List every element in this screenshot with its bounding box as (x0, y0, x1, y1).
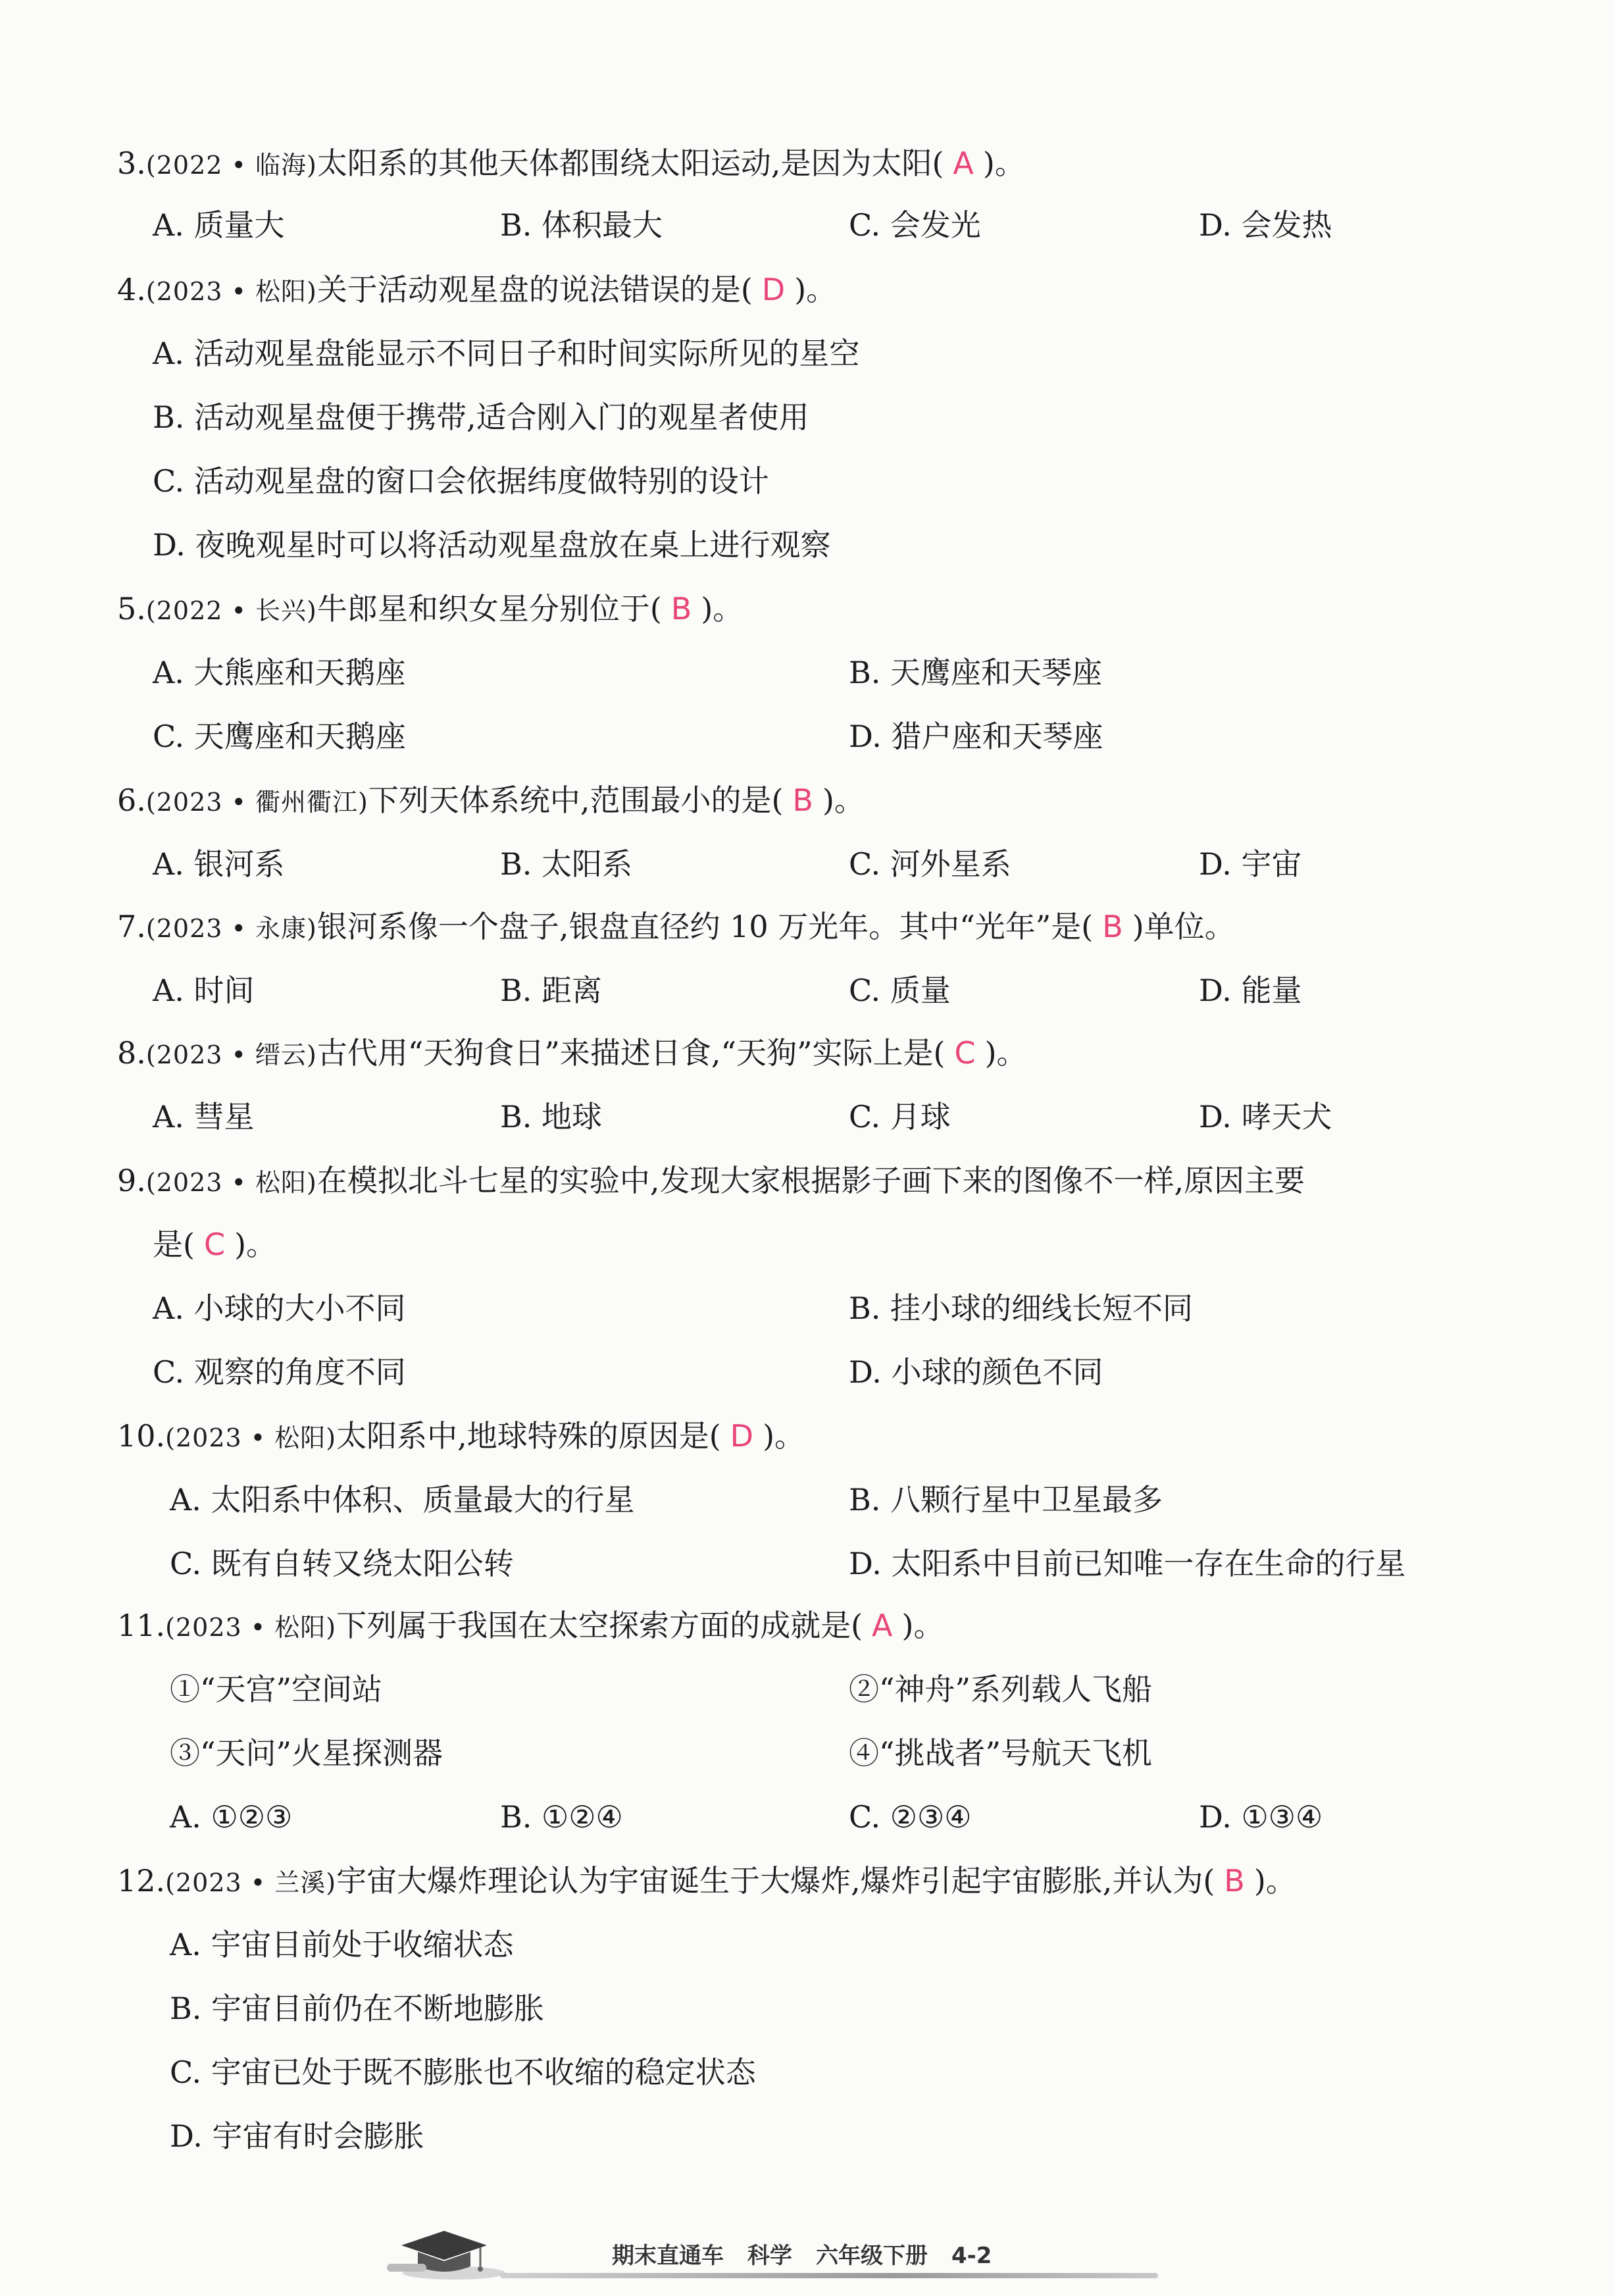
option-a: A. 活动观星盘能显示不同日子和时间实际所见的星空 (153, 336, 860, 371)
question-number: 11. (117, 1608, 166, 1643)
question-text-end: )。 (901, 1608, 944, 1643)
option-d: D. 太阳系中目前已知唯一存在生命的行星 (849, 1546, 1406, 1581)
statement-item: ①“天宫”空间站 (170, 1671, 383, 1707)
question-text-end: )。 (984, 1035, 1027, 1071)
answer-mark: A (953, 145, 974, 181)
option-b: B. 天鹰座和天琴座 (849, 655, 1103, 690)
option-c: C. 河外星系 (849, 846, 1011, 882)
question-text-end: )。 (822, 782, 865, 818)
question-source-tag: (2023 • 衢州衢江) (145, 788, 368, 817)
option-b: B. 体积最大 (500, 207, 663, 243)
question-text-end: )。 (794, 272, 837, 307)
question-number: 6. (117, 782, 146, 818)
option-a: A. 宇宙目前处于收缩状态 (170, 1927, 514, 1962)
option-a: A. 小球的大小不同 (153, 1290, 406, 1326)
option-d: D. ①③④ (1199, 1799, 1323, 1835)
question-text: 关于活动观星盘的说法错误的是( (316, 272, 753, 307)
question-text: 下列天体系统中,范围最小的是( (368, 782, 784, 818)
option-b: B. 八颗行星中卫星最多 (849, 1482, 1163, 1518)
option-a: A. 彗星 (153, 1099, 255, 1135)
footer-subject: 科学 (747, 2243, 792, 2269)
answer-mark: A (872, 1608, 893, 1643)
question-text-end: )。 (1253, 1863, 1296, 1899)
question-number: 4. (117, 272, 146, 307)
option-d: D. 哮天犬 (1199, 1099, 1332, 1135)
option-d: D. 宇宙有时会膨胀 (170, 2118, 424, 2154)
option-b: B. ①②④ (500, 1799, 623, 1835)
answer-mark: B (1224, 1863, 1245, 1899)
option-c: C. ②③④ (849, 1799, 972, 1835)
question-9-continued (153, 1225, 276, 1264)
question-5 (117, 589, 743, 628)
answer-mark: B (792, 782, 813, 818)
question-text: 太阳系中,地球特殊的原因是( (336, 1418, 721, 1454)
question-source-tag: (2023 • 缙云) (145, 1040, 317, 1069)
question-number: 9. (117, 1163, 146, 1198)
option-d: D. 小球的颜色不同 (849, 1354, 1103, 1390)
question-text: 宇宙大爆炸理论认为宇宙诞生于大爆炸,爆炸引起宇宙膨胀,并认为( (336, 1863, 1215, 1899)
footer-rule (500, 2273, 1158, 2278)
option-b: B. 宇宙目前仍在不断地膨胀 (170, 1991, 545, 2026)
option-a: A. ①②③ (170, 1799, 293, 1835)
question-text: 是( (153, 1227, 195, 1262)
question-number: 12. (117, 1863, 166, 1899)
option-c: C. 既有自转又绕太阳公转 (170, 1546, 514, 1581)
option-b: B. 距离 (500, 973, 603, 1008)
option-a: A. 时间 (153, 973, 255, 1008)
question-source-tag: (2022 • 临海) (145, 151, 317, 180)
question-text: 下列属于我国在太空探索方面的成就是( (336, 1608, 863, 1643)
option-b: B. 挂小球的细线长短不同 (849, 1290, 1194, 1326)
option-c: C. 活动观星盘的窗口会依据纬度做特别的设计 (153, 463, 769, 499)
statement-item: ④“挑战者”号航天飞机 (849, 1735, 1153, 1771)
option-a: A. 银河系 (153, 846, 285, 882)
question-number: 3. (117, 145, 146, 181)
question-text-end: )。 (982, 145, 1025, 181)
question-8 (117, 1033, 1027, 1073)
answer-mark: C (954, 1035, 976, 1071)
question-3 (117, 143, 1025, 183)
question-source-tag: (2023 • 松阳) (165, 1613, 337, 1642)
question-number: 5. (117, 591, 146, 626)
option-c: C. 质量 (849, 973, 951, 1008)
answer-mark: D (761, 272, 786, 307)
footer-grade: 六年级下册 (816, 2243, 928, 2269)
question-number: 8. (117, 1035, 146, 1071)
option-a: A. 太阳系中体积、质量最大的行星 (170, 1482, 635, 1518)
question-source-tag: (2023 • 松阳) (145, 1168, 317, 1197)
question-text-end: )单位。 (1132, 909, 1235, 944)
statement-item: ③“天问”火星探测器 (170, 1735, 443, 1771)
question-12 (117, 1861, 1296, 1901)
option-a: A. 大熊座和天鹅座 (153, 655, 406, 690)
answer-mark: C (203, 1227, 226, 1262)
option-c: C. 宇宙已处于既不膨胀也不收缩的稳定状态 (170, 2054, 756, 2090)
answer-mark: B (1102, 909, 1123, 944)
question-number: 7. (117, 909, 146, 944)
option-d: D. 猎户座和天琴座 (849, 719, 1103, 754)
answer-mark: B (670, 591, 692, 626)
option-b: B. 地球 (500, 1099, 603, 1135)
question-text: 在模拟北斗七星的实验中,发现大家根据影子画下来的图像不一样,原因主要 (316, 1163, 1305, 1198)
option-c: C. 月球 (849, 1099, 951, 1135)
option-d: D. 能量 (1199, 973, 1302, 1008)
option-c: C. 天鹰座和天鹅座 (153, 719, 406, 754)
question-text: 太阳系的其他天体都围绕太阳运动,是因为太阳( (316, 145, 944, 181)
question-text: 银河系像一个盘子,银盘直径约 10 万光年。其中“光年”是( (316, 909, 1094, 944)
question-text: 古代用“天狗食日”来描述日食,“天狗”实际上是( (316, 1035, 946, 1071)
option-d: D. 宇宙 (1199, 846, 1302, 882)
question-source-tag: (2023 • 松阳) (145, 277, 317, 306)
option-c: C. 会发光 (849, 207, 981, 243)
question-source-tag: (2022 • 长兴) (145, 596, 317, 625)
question-source-tag: (2023 • 永康) (145, 914, 317, 943)
question-number: 10. (117, 1418, 166, 1454)
question-text-end: )。 (701, 591, 744, 626)
page-footer (368, 2237, 1191, 2283)
footer-page-number: 4-2 (951, 2243, 992, 2269)
question-source-tag: (2023 • 兰溪) (165, 1868, 337, 1897)
option-c: C. 观察的角度不同 (153, 1354, 406, 1390)
graduation-cap-icon (382, 2226, 507, 2285)
question-text-end: )。 (763, 1418, 805, 1454)
question-10 (117, 1416, 805, 1456)
question-9 (117, 1161, 1305, 1200)
footer-text (612, 2237, 1015, 2270)
footer-book-title: 期末直通车 (612, 2243, 724, 2269)
question-4 (117, 270, 836, 309)
question-text: 牛郎星和织女星分别位于( (316, 591, 662, 626)
option-a: A. 质量大 (153, 207, 285, 243)
option-d: D. 会发热 (1199, 207, 1332, 243)
answer-mark: D (730, 1418, 754, 1454)
question-11 (117, 1606, 944, 1645)
option-b: B. 活动观星盘便于携带,适合刚入门的观星者使用 (153, 399, 809, 435)
option-d: D. 夜晚观星时可以将活动观星盘放在桌上进行观察 (153, 527, 831, 563)
question-6 (117, 780, 865, 820)
question-7 (117, 907, 1235, 946)
question-text-end: )。 (234, 1227, 277, 1262)
statement-item: ②“神舟”系列载人飞船 (849, 1671, 1153, 1707)
option-b: B. 太阳系 (500, 846, 633, 882)
question-source-tag: (2023 • 松阳) (165, 1423, 337, 1452)
